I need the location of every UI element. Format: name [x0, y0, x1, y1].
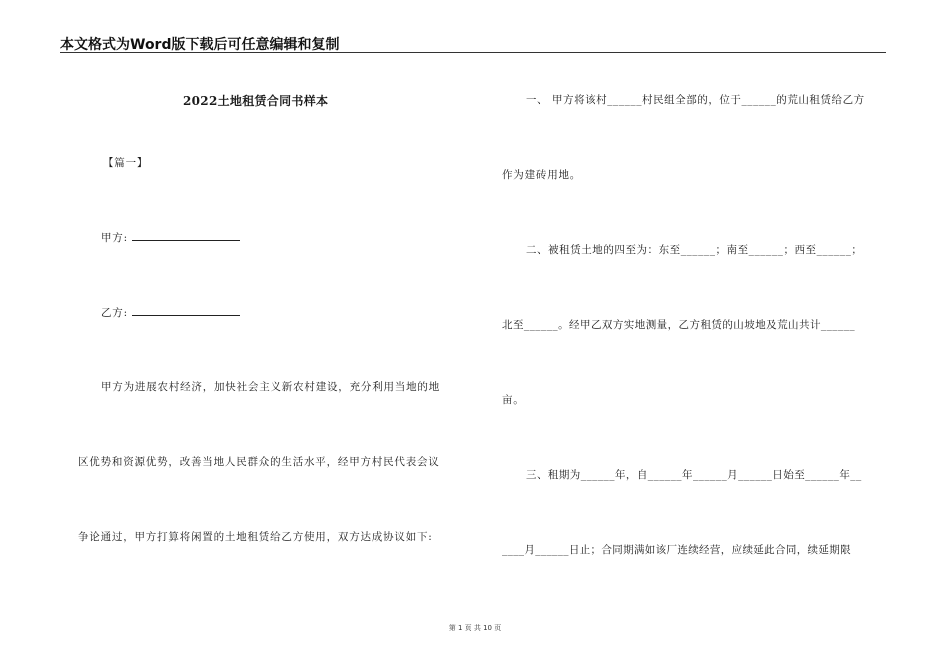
- section-label: 【篇一】: [103, 157, 149, 169]
- right-line-5: 亩。: [502, 394, 525, 406]
- party-a-label: 甲方:: [101, 232, 128, 244]
- party-a-line: [101, 230, 240, 245]
- party-b-blank: [132, 305, 240, 316]
- right-line-3: 二、被租赁土地的四至为：东至______；南至______；西至______；: [526, 244, 863, 256]
- left-paragraph-line-3: 争论通过，甲方打算将闲置的土地租赁给乙方使用，双方达成协议如下:: [78, 531, 433, 543]
- right-line-1: 一、 甲方将该村______村民组全部的，位于______的荒山租赁给乙方: [526, 94, 865, 106]
- right-line-6: 三、租期为______年，自______年______月______日始至______年__: [526, 469, 862, 481]
- party-b-label: 乙方:: [101, 307, 128, 319]
- page-footer: 第 1 页 共 10 页: [448, 624, 502, 632]
- right-line-7: ____月______日止；合同期满如该厂连续经营，应续延此合同，续延期限: [502, 544, 851, 556]
- party-b-line: [101, 305, 240, 320]
- right-line-2: 作为建砖用地。: [502, 169, 582, 181]
- right-line-4: 北至______。经甲乙双方实地测量，乙方租赁的山坡地及荒山共计______: [502, 319, 856, 331]
- party-a-blank: [132, 230, 240, 241]
- left-paragraph-line-1: 甲方为进展农村经济，加快社会主义新农村建设，充分利用当地的地: [101, 381, 440, 393]
- page-header-title: 本文格式为Word版下载后可任意编辑和复制: [60, 37, 340, 53]
- left-paragraph-line-2: 区优势和资源优势，改善当地人民群众的生活水平，经甲方村民代表会议: [78, 456, 440, 468]
- document-title: 2022土地租赁合同书样本: [183, 94, 329, 108]
- header-divider: [60, 52, 886, 53]
